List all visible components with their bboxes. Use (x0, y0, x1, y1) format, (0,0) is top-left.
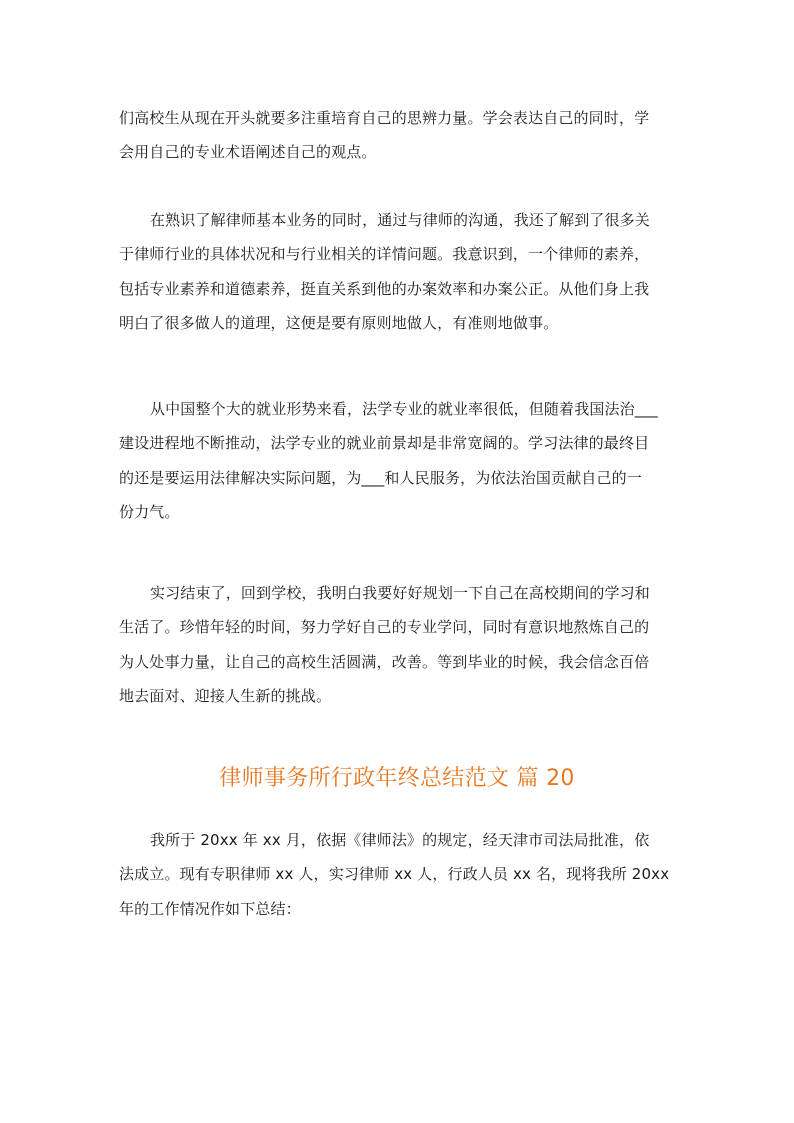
paragraph-line: 在熟识了解律师基本业务的同时，通过与律师的沟通，我还了解到了很多关 (150, 211, 650, 229)
paragraph-line: 建设进程地不断推动，法学专业的就业前景却是非常宽阔的。学习法律的最终目 (119, 434, 650, 453)
paragraph-line: 地去面对、迎接人生新的挑战。 (119, 687, 332, 706)
paragraph-line: 明白了很多做人的道理，这便是要有原则地做人，有准则地做事。 (119, 314, 559, 333)
paragraph-line: 的还是要运用法律解决实际问题，为___和人民服务，为依法治国贡献自己的一 (119, 468, 642, 487)
paragraph-line: 们高校生从现在开头就要多注重培育自己的思辨力量。学会表达自己的同时，学 (119, 109, 650, 127)
paragraph-line: 年的工作情况作如下总结： (119, 899, 301, 918)
paragraph-line: 实习结束了，回到学校，我明白我要好好规划一下自己在高校期间的学习和 (150, 584, 650, 602)
paragraph-line: 于律师行业的具体状况和与行业相关的详情问题。我意识到，一个律师的素养， (119, 245, 650, 264)
paragraph-line: 为人处事力量，让自己的高校生活圆满，改善。等到毕业的时候，我会信念百倍 (119, 652, 650, 671)
section-heading: 律师事务所行政年终总结范文 篇 20 (219, 766, 575, 791)
paragraph-line: 法成立。现有专职律师 xx 人，实习律师 xx 人，行政人员 xx 名，现将我所 20xx (119, 865, 670, 884)
paragraph-line: 生活了。珍惜年轻的时间，努力学好自己的专业学问，同时有意识地熬炼自己的 (119, 618, 650, 637)
paragraph-2 (119, 203, 679, 341)
paragraph-line: 包括专业素养和道德素养，挺直关系到他的办案效率和办案公正。从他们身上我 (119, 279, 650, 298)
paragraph-line: 从中国整个大的就业形势来看，法学专业的就业率很低，但随着我国法治___ (150, 400, 658, 418)
paragraph-line: 份力气。 (119, 503, 180, 522)
section-paragraph (119, 823, 679, 926)
paragraph-3 (119, 392, 679, 530)
paragraph-1 (119, 101, 679, 170)
paragraph-4 (119, 576, 679, 714)
paragraph-line: 会用自己的专业术语阐述自己的观点。 (119, 143, 377, 162)
paragraph-line: 我所于 20xx 年 xx 月，依据《律师法》的规定，经天津市司法局批准，依 (150, 831, 650, 849)
